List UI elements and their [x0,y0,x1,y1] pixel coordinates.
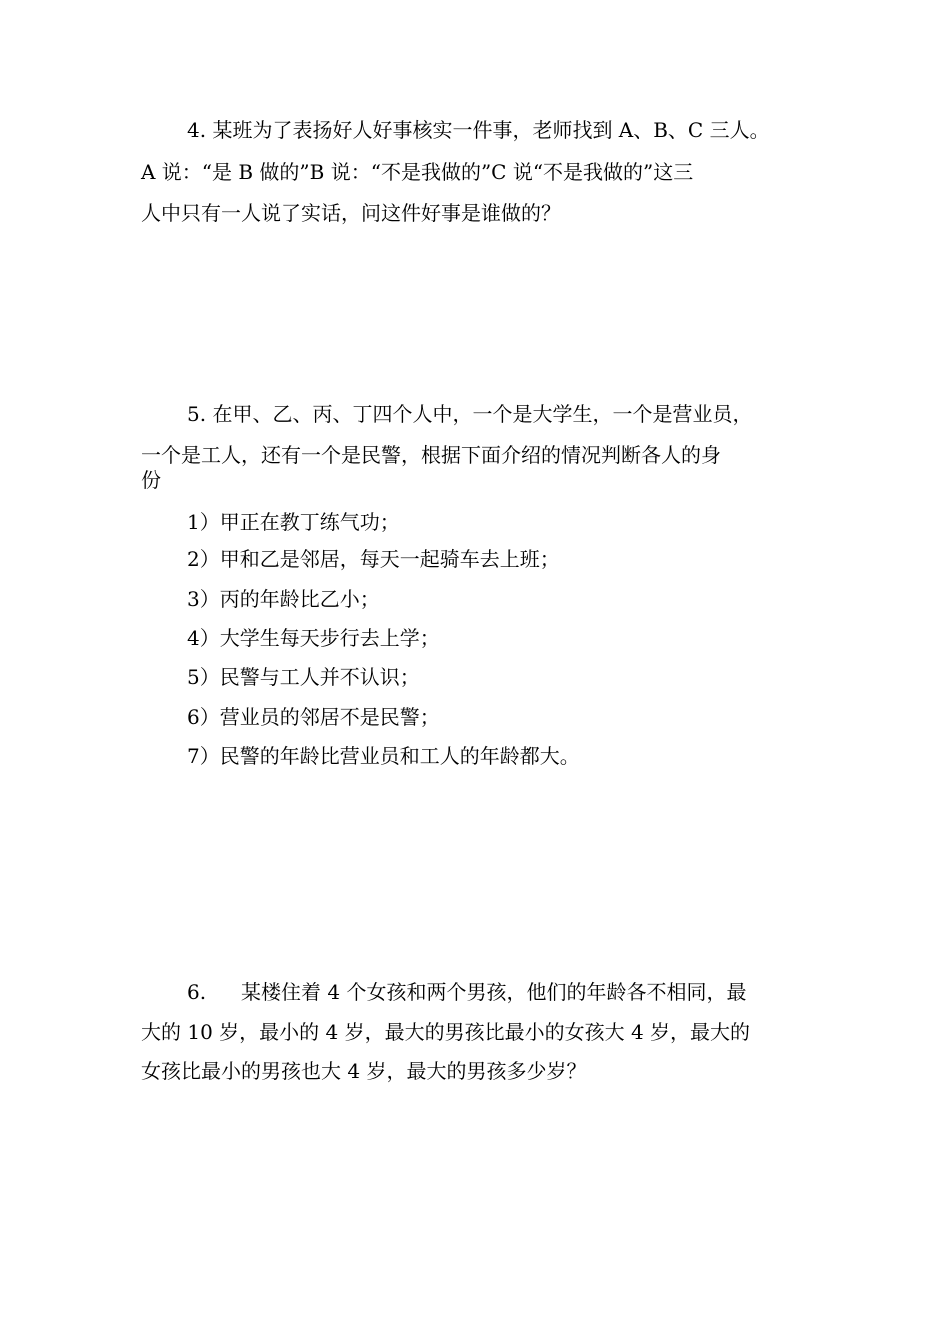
q5-condition-6: 6）营业员的邻居不是民警； [187,705,440,729]
q5-condition-1: 1）甲正在教丁练气功； [187,510,400,534]
q6-line-1: 某楼住着 4 个女孩和两个男孩，他们的年龄各不相同，最 [241,980,747,1004]
q5-condition-3: 3）丙的年龄比乙小； [187,587,380,611]
q5-line-2: 一个是工人，还有一个是民警，根据下面介绍的情况判断各人的身 [141,443,721,467]
q5-line-3: 份 [141,468,161,492]
q5-condition-4: 4）大学生每天步行去上学； [187,626,440,650]
q4-line-2: A 说：“是 B 做的”B 说：“不是我做的”C 说“不是我做的”这三 [141,160,694,184]
q5-condition-7: 7）民警的年龄比营业员和工人的年龄都大。 [187,744,580,768]
q4-line-1: 4. 某班为了表扬好人好事核实一件事，老师找到 A、B、C 三人。 [187,118,770,142]
q6-line-3: 女孩比最小的男孩也大 4 岁，最大的男孩多少岁？ [141,1059,587,1083]
q6-line-2: 大的 10 岁，最小的 4 岁，最大的男孩比最小的女孩大 4 岁，最大的 [141,1020,751,1044]
q5-condition-2: 2）甲和乙是邻居，每天一起骑车去上班； [187,547,560,571]
q5-condition-5: 5）民警与工人并不认识； [187,665,420,689]
q5-line-1: 5. 在甲、乙、丙、丁四个人中，一个是大学生，一个是营业员， [187,402,753,426]
q6-number: 6. [187,980,207,1004]
q4-line-3: 人中只有一人说了实话，问这件好事是谁做的？ [141,201,561,225]
